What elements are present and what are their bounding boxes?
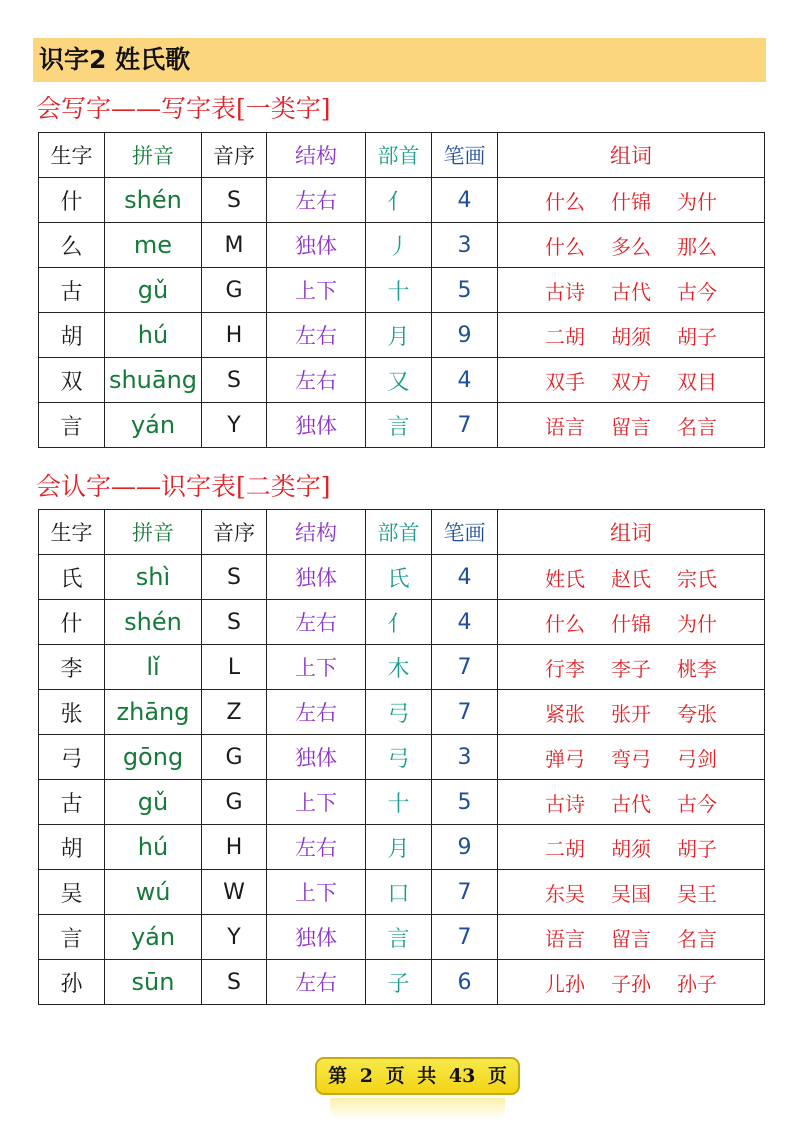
table-row <box>39 735 765 780</box>
radical-cell: 口 <box>366 870 432 915</box>
pinyin-cell: yán <box>105 403 202 448</box>
words-cell <box>498 960 765 1005</box>
order-cell: S <box>202 960 267 1005</box>
column-header: 音序 <box>202 510 267 555</box>
word-item: 什么 <box>545 611 585 636</box>
pinyin-cell: me <box>105 223 202 268</box>
word-item: 二胡 <box>545 836 585 861</box>
radical-cell: 弓 <box>366 690 432 735</box>
pinyin-cell: yán <box>105 915 202 960</box>
strokes-cell: 7 <box>432 915 498 960</box>
read-char-table <box>38 509 765 1005</box>
word-item: 吴国 <box>611 881 651 906</box>
pinyin-cell: shén <box>105 600 202 645</box>
table-row <box>39 915 765 960</box>
order-cell: Z <box>202 690 267 735</box>
word-item: 古诗 <box>545 279 585 304</box>
structure-cell: 左右 <box>267 600 366 645</box>
word-item: 留言 <box>611 926 651 951</box>
word-item: 胡须 <box>611 324 651 349</box>
word-item: 弯弓 <box>611 746 651 771</box>
structure-cell: 左右 <box>267 313 366 358</box>
structure-cell: 上下 <box>267 870 366 915</box>
words-cell <box>498 870 765 915</box>
char-cell: 胡 <box>39 825 105 870</box>
char-cell: 言 <box>39 403 105 448</box>
order-cell: W <box>202 870 267 915</box>
order-cell: S <box>202 555 267 600</box>
table-header-row <box>39 510 765 555</box>
table-row <box>39 268 765 313</box>
strokes-cell: 7 <box>432 403 498 448</box>
pinyin-cell: gōng <box>105 735 202 780</box>
word-item: 胡子 <box>677 836 717 861</box>
table-row <box>39 780 765 825</box>
table-row <box>39 825 765 870</box>
table-row <box>39 960 765 1005</box>
words-cell <box>498 735 765 780</box>
radical-cell: 言 <box>366 403 432 448</box>
words-cell <box>498 600 765 645</box>
word-item: 弹弓 <box>545 746 585 771</box>
structure-cell: 左右 <box>267 825 366 870</box>
word-item: 古代 <box>611 791 651 816</box>
structure-cell: 左右 <box>267 178 366 223</box>
word-item: 行李 <box>545 656 585 681</box>
strokes-cell: 4 <box>432 600 498 645</box>
pinyin-cell: shì <box>105 555 202 600</box>
column-header: 部首 <box>366 133 432 178</box>
order-cell: Y <box>202 403 267 448</box>
column-header: 拼音 <box>105 133 202 178</box>
pinyin-cell: gǔ <box>105 268 202 313</box>
column-header: 音序 <box>202 133 267 178</box>
word-item: 什锦 <box>611 189 651 214</box>
words-cell <box>498 555 765 600</box>
table-row <box>39 178 765 223</box>
order-cell: G <box>202 735 267 780</box>
word-item: 多么 <box>611 234 651 259</box>
radical-cell: 木 <box>366 645 432 690</box>
pinyin-cell: gǔ <box>105 780 202 825</box>
word-item: 什么 <box>545 189 585 214</box>
footer-total-pages: 43 <box>448 1065 476 1087</box>
strokes-cell: 4 <box>432 358 498 403</box>
column-header: 结构 <box>267 133 366 178</box>
strokes-cell: 7 <box>432 870 498 915</box>
structure-cell: 独体 <box>267 555 366 600</box>
column-header: 笔画 <box>432 133 498 178</box>
radical-cell: 子 <box>366 960 432 1005</box>
word-item: 古今 <box>677 279 717 304</box>
strokes-cell: 9 <box>432 825 498 870</box>
table-row <box>39 223 765 268</box>
word-item: 什么 <box>545 234 585 259</box>
radical-cell: 言 <box>366 915 432 960</box>
radical-cell: 十 <box>366 780 432 825</box>
table-row <box>39 600 765 645</box>
char-cell: 胡 <box>39 313 105 358</box>
radical-cell: 弓 <box>366 735 432 780</box>
page-indicator <box>315 1057 520 1095</box>
word-item: 儿孙 <box>545 971 585 996</box>
words-cell <box>498 223 765 268</box>
char-cell: 古 <box>39 268 105 313</box>
write-char-table <box>38 132 765 448</box>
word-item: 那么 <box>677 234 717 259</box>
char-cell: 张 <box>39 690 105 735</box>
structure-cell: 独体 <box>267 403 366 448</box>
column-header: 组词 <box>498 510 765 555</box>
radical-cell: 亻 <box>366 178 432 223</box>
word-item: 名言 <box>677 414 717 439</box>
footer-reflection <box>330 1098 505 1120</box>
pinyin-cell: hú <box>105 313 202 358</box>
word-item: 紧张 <box>545 701 585 726</box>
radical-cell: 亻 <box>366 600 432 645</box>
word-item: 宗氏 <box>677 566 717 591</box>
char-cell: 双 <box>39 358 105 403</box>
word-item: 孙子 <box>677 971 717 996</box>
section-title-read: 会认字——识字表[二类字] <box>36 472 331 501</box>
strokes-cell: 3 <box>432 223 498 268</box>
word-item: 古今 <box>677 791 717 816</box>
word-item: 为什 <box>677 189 717 214</box>
strokes-cell: 5 <box>432 268 498 313</box>
column-header: 部首 <box>366 510 432 555</box>
footer-label-unit: 页 <box>385 1065 405 1087</box>
table-row <box>39 358 765 403</box>
word-item: 留言 <box>611 414 651 439</box>
word-item: 东吴 <box>545 881 585 906</box>
lesson-title: 识字2 姓氏歌 <box>33 38 766 82</box>
order-cell: L <box>202 645 267 690</box>
column-header: 生字 <box>39 510 105 555</box>
word-item: 语言 <box>545 926 585 951</box>
word-item: 李子 <box>611 656 651 681</box>
structure-cell: 上下 <box>267 645 366 690</box>
structure-cell: 独体 <box>267 915 366 960</box>
radical-cell: 月 <box>366 313 432 358</box>
pinyin-cell: sūn <box>105 960 202 1005</box>
word-item: 双目 <box>677 369 717 394</box>
structure-cell: 上下 <box>267 268 366 313</box>
radical-cell: 又 <box>366 358 432 403</box>
strokes-cell: 7 <box>432 690 498 735</box>
word-item: 赵氏 <box>611 566 651 591</box>
structure-cell: 左右 <box>267 960 366 1005</box>
footer-label-total: 共 <box>417 1065 437 1087</box>
words-cell <box>498 403 765 448</box>
table-row <box>39 403 765 448</box>
word-item: 弓剑 <box>677 746 717 771</box>
char-cell: 什 <box>39 178 105 223</box>
table-row <box>39 690 765 735</box>
footer-label-page: 第 <box>328 1065 348 1087</box>
radical-cell: 十 <box>366 268 432 313</box>
strokes-cell: 4 <box>432 178 498 223</box>
word-item: 二胡 <box>545 324 585 349</box>
char-cell: 李 <box>39 645 105 690</box>
strokes-cell: 5 <box>432 780 498 825</box>
order-cell: G <box>202 268 267 313</box>
words-cell <box>498 690 765 735</box>
words-cell <box>498 358 765 403</box>
words-cell <box>498 645 765 690</box>
words-cell <box>498 268 765 313</box>
table-header-row <box>39 133 765 178</box>
word-item: 桃李 <box>677 656 717 681</box>
word-item: 张开 <box>611 701 651 726</box>
column-header: 拼音 <box>105 510 202 555</box>
char-cell: 吴 <box>39 870 105 915</box>
strokes-cell: 7 <box>432 645 498 690</box>
column-header: 组词 <box>498 133 765 178</box>
table-row <box>39 870 765 915</box>
footer-label-unit2: 页 <box>487 1065 507 1087</box>
strokes-cell: 4 <box>432 555 498 600</box>
char-cell: 言 <box>39 915 105 960</box>
char-cell: 氏 <box>39 555 105 600</box>
footer-page-number: 2 <box>359 1065 373 1087</box>
char-cell: 孙 <box>39 960 105 1005</box>
column-header: 生字 <box>39 133 105 178</box>
word-item: 古代 <box>611 279 651 304</box>
section-title-write: 会写字——写字表[一类字] <box>36 94 331 123</box>
pinyin-cell: shén <box>105 178 202 223</box>
pinyin-cell: lǐ <box>105 645 202 690</box>
order-cell: M <box>202 223 267 268</box>
word-item: 姓氏 <box>545 566 585 591</box>
pinyin-cell: zhāng <box>105 690 202 735</box>
words-cell <box>498 178 765 223</box>
radical-cell: 氏 <box>366 555 432 600</box>
word-item: 语言 <box>545 414 585 439</box>
words-cell <box>498 825 765 870</box>
table-row <box>39 313 765 358</box>
word-item: 夸张 <box>677 701 717 726</box>
order-cell: S <box>202 178 267 223</box>
structure-cell: 左右 <box>267 690 366 735</box>
word-item: 古诗 <box>545 791 585 816</box>
column-header: 笔画 <box>432 510 498 555</box>
order-cell: Y <box>202 915 267 960</box>
words-cell <box>498 780 765 825</box>
table-row <box>39 645 765 690</box>
order-cell: S <box>202 600 267 645</box>
strokes-cell: 9 <box>432 313 498 358</box>
order-cell: S <box>202 358 267 403</box>
structure-cell: 左右 <box>267 358 366 403</box>
structure-cell: 独体 <box>267 735 366 780</box>
radical-cell: 丿 <box>366 223 432 268</box>
char-cell: 么 <box>39 223 105 268</box>
order-cell: H <box>202 825 267 870</box>
strokes-cell: 3 <box>432 735 498 780</box>
table-row <box>39 555 765 600</box>
words-cell <box>498 313 765 358</box>
word-item: 名言 <box>677 926 717 951</box>
char-cell: 古 <box>39 780 105 825</box>
order-cell: G <box>202 780 267 825</box>
word-item: 子孙 <box>611 971 651 996</box>
structure-cell: 上下 <box>267 780 366 825</box>
word-item: 胡须 <box>611 836 651 861</box>
strokes-cell: 6 <box>432 960 498 1005</box>
char-cell: 什 <box>39 600 105 645</box>
pinyin-cell: shuāng <box>105 358 202 403</box>
radical-cell: 月 <box>366 825 432 870</box>
structure-cell: 独体 <box>267 223 366 268</box>
pinyin-cell: wú <box>105 870 202 915</box>
word-item: 胡子 <box>677 324 717 349</box>
word-item: 什锦 <box>611 611 651 636</box>
order-cell: H <box>202 313 267 358</box>
word-item: 双方 <box>611 369 651 394</box>
word-item: 为什 <box>677 611 717 636</box>
word-item: 双手 <box>545 369 585 394</box>
column-header: 结构 <box>267 510 366 555</box>
words-cell <box>498 915 765 960</box>
pinyin-cell: hú <box>105 825 202 870</box>
word-item: 吴王 <box>677 881 717 906</box>
char-cell: 弓 <box>39 735 105 780</box>
